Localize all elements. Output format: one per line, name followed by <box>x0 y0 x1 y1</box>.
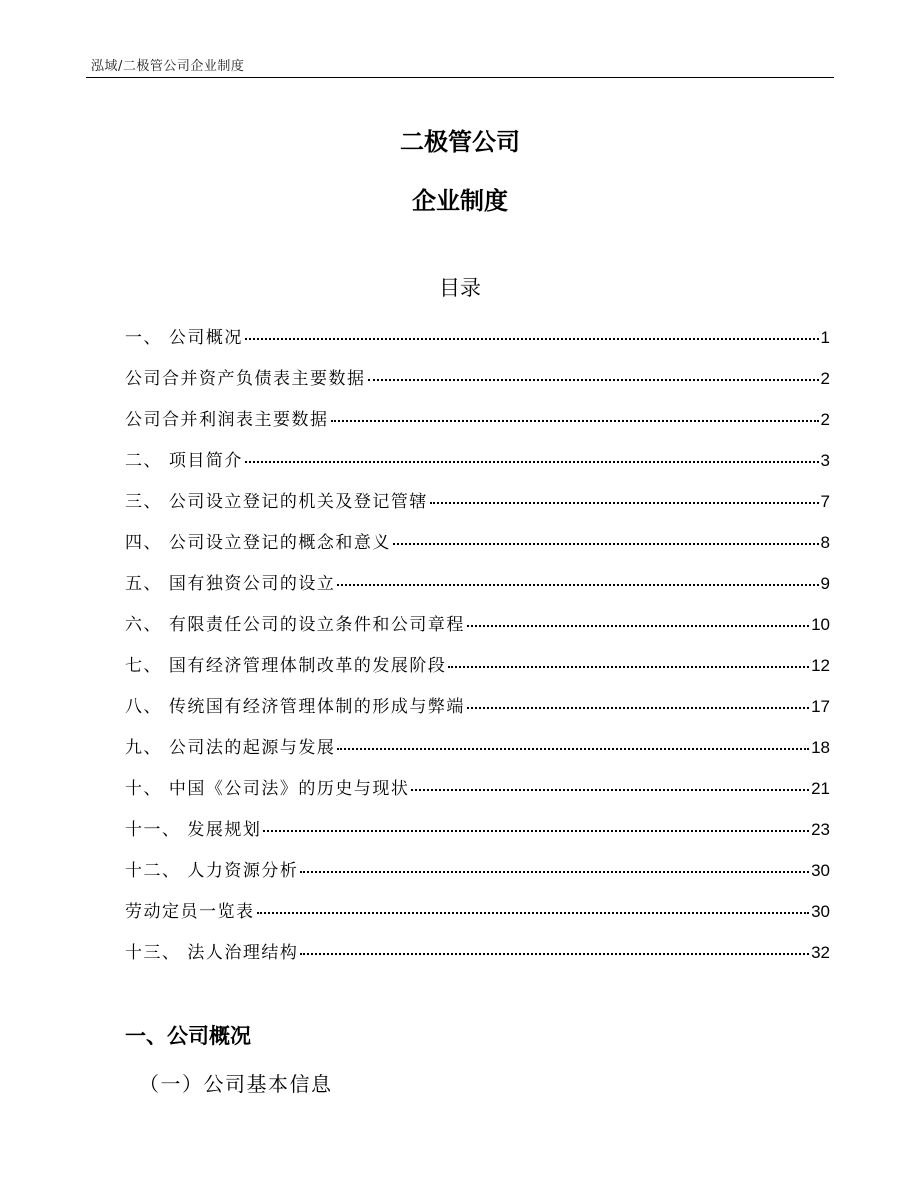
toc-leader-dots <box>411 788 809 791</box>
table-of-contents <box>125 323 830 979</box>
toc-entry[interactable] <box>125 815 830 856</box>
toc-leader-dots <box>257 911 810 914</box>
toc-entry[interactable] <box>125 651 830 692</box>
toc-entry-label: 公司合并利润表主要数据 <box>125 410 329 430</box>
toc-entry[interactable] <box>125 733 830 774</box>
toc-entry-label: 十一、 发展规划 <box>125 820 262 840</box>
toc-entry-label: 八、 传统国有经济管理体制的形成与弊端 <box>125 697 465 717</box>
toc-entry[interactable] <box>125 774 830 815</box>
toc-entry-page: 30 <box>811 902 830 921</box>
toc-entry-label: 十、 中国《公司法》的历史与现状 <box>125 779 410 799</box>
toc-entry-page: 12 <box>811 656 830 675</box>
toc-entry-label: 三、 公司设立登记的机关及登记管辖 <box>125 492 428 512</box>
toc-entry[interactable] <box>125 610 830 651</box>
toc-entry-page: 2 <box>820 369 830 388</box>
header-divider <box>86 77 834 78</box>
toc-entry-page: 2 <box>820 410 830 429</box>
toc-entry[interactable] <box>125 569 830 610</box>
toc-leader-dots <box>300 870 809 873</box>
toc-entry-page: 30 <box>811 861 830 880</box>
toc-entry-label: 一、 公司概况 <box>125 328 243 348</box>
toc-leader-dots <box>393 542 819 545</box>
toc-entry[interactable] <box>125 364 830 405</box>
toc-entry-label: 五、 国有独资公司的设立 <box>125 574 336 594</box>
section-heading: 一、公司概况 <box>125 1024 251 1048</box>
toc-entry-page: 18 <box>811 738 830 757</box>
toc-entry-page: 17 <box>811 697 830 716</box>
toc-entry-page: 3 <box>820 451 830 470</box>
document-subtitle: 企业制度 <box>412 187 508 215</box>
toc-entry-page: 10 <box>811 615 830 634</box>
toc-entry-page: 23 <box>811 820 830 839</box>
toc-entry-label: 九、 公司法的起源与发展 <box>125 738 336 758</box>
toc-leader-dots <box>430 501 819 504</box>
toc-leader-dots <box>337 747 809 750</box>
toc-leader-dots <box>368 378 819 381</box>
toc-entry-page: 21 <box>811 779 830 798</box>
toc-heading: 目录 <box>439 276 481 300</box>
toc-entry[interactable] <box>125 692 830 733</box>
toc-entry[interactable] <box>125 856 830 897</box>
toc-entry[interactable] <box>125 446 830 487</box>
page-header: 泓域/二极管公司企业制度 <box>91 59 245 74</box>
toc-leader-dots <box>245 460 819 463</box>
toc-entry[interactable] <box>125 487 830 528</box>
toc-entry-page: 8 <box>820 533 830 552</box>
toc-entry[interactable] <box>125 938 830 979</box>
toc-entry-page: 1 <box>820 328 830 347</box>
toc-entry[interactable] <box>125 528 830 569</box>
toc-entry-label: 劳动定员一览表 <box>125 902 255 922</box>
toc-leader-dots <box>467 706 809 709</box>
toc-leader-dots <box>245 337 819 340</box>
toc-entry[interactable] <box>125 897 830 938</box>
toc-entry-label: 七、 国有经济管理体制改革的发展阶段 <box>125 656 447 676</box>
toc-leader-dots <box>467 624 809 627</box>
toc-entry-page: 9 <box>820 574 830 593</box>
toc-entry-label: 公司合并资产负债表主要数据 <box>125 369 366 389</box>
toc-leader-dots <box>331 419 819 422</box>
toc-leader-dots <box>300 952 809 955</box>
subsection-heading: （一）公司基本信息 <box>139 1072 333 1096</box>
toc-entry-label: 十三、 法人治理结构 <box>125 943 299 963</box>
toc-entry-page: 7 <box>820 492 830 511</box>
toc-leader-dots <box>337 583 818 586</box>
toc-entry-page: 32 <box>811 943 830 962</box>
toc-leader-dots <box>263 829 809 832</box>
toc-entry-label: 二、 项目简介 <box>125 451 243 471</box>
toc-entry-label: 四、 公司设立登记的概念和意义 <box>125 533 391 553</box>
toc-leader-dots <box>448 665 809 668</box>
toc-entry-label: 六、 有限责任公司的设立条件和公司章程 <box>125 615 465 635</box>
toc-entry[interactable] <box>125 323 830 364</box>
toc-entry-label: 十二、 人力资源分析 <box>125 861 299 881</box>
document-title: 二极管公司 <box>400 128 520 156</box>
toc-entry[interactable] <box>125 405 830 446</box>
